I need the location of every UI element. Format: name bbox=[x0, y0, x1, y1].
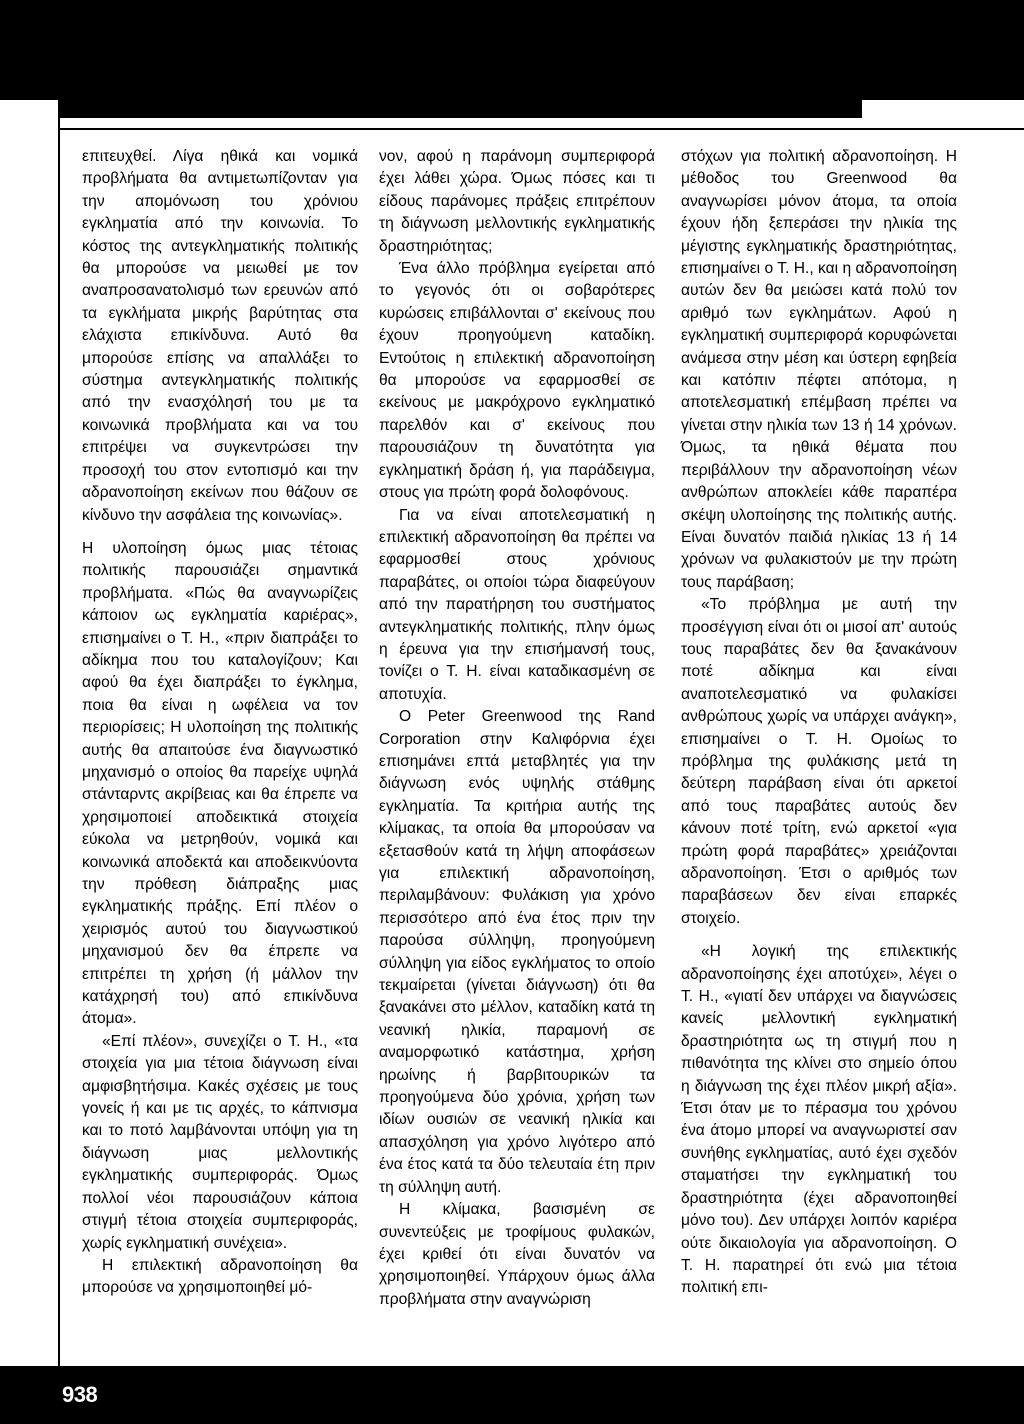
paragraph: Ένα άλλο πρόβλημα εγείρεται από το γεγονός ότι οι σοβαρότερες κυρώσεις επιβάλλονται σ' εκείνους που έχουν προηγούμενη καταδίκη. Εντούτοις η επιλεκτική αδρανοποίηση θα μπορούσε να εφαρμοσθεί σε εκείνους με μακρόχρονο εγκληματικό παρελθόν και σ' εκείνους που παρουσιάζουν τη δυνατότητα για εγκληματική δράση ή, για παράδειγμα, στους για πρώτη φορά δολοφόνους. bbox=[379, 260, 655, 502]
paragraph: Η υλοποίηση όμως μιας τέτοιας πολιτικής παρουσιάζει σημαντικά προβλήματα. «Πώς θα αναγνωρίζεις κάποιον ως εγκληματία καριέρας», επισημαίνει ο Τ. Η., «πριν διαπράξει το αδίκημα που του καταλογίζουν; Και αφού θα έχει διαπράξει το έγκλημα, ποια θα είναι η ωφέλεια να τον περιορίσεις; Η υλοποίηση της πολιτικής αυτής θα απαιτούσε ένα διαγνωστικό μηχανισμό ο οποίος θα παρείχε υψηλά στάνταρντς ακρίβειας και θα έπρεπε να χρησιμοποιεί αποδεικτικά στοιχεία εύκολα να μετρηθούν, νομικά και κοινωνικά αποδεκτά και αποδεικνύοντα την πρόθεση διάπραξης μιας εγκληματικής πράξης. Επί πλέον ο χειρισμός αυτού του διαγνωστικού μηχανισμού δεν θα έπρεπε να επιτρέπει τη χρήση (ή μάλλον την κατάχρησή του) από επικίνδυνα άτομα». bbox=[82, 539, 358, 1028]
text-column-2 bbox=[379, 146, 655, 1311]
text-column-1 bbox=[82, 146, 358, 1300]
paragraph: επιτευχθεί. Λίγα ηθικά και νομικά προβλήματα θα αντιμετωπίζονταν για την απομόνωση του χρόνιου εγκληματία από την κοινωνία. Το κόστος της αντεγκληματικής πολιτικής θα μπορούσε να μειωθεί με τον αναπροσανατολισμό των ερευνών από τα εγκλήματα μικρής βαρύτητας στα ελάχιστα επικίνδυνα. Αυτό θα μπορούσε επίσης να απαλλάξει το σύστημα αντεγκληματικής πολιτικής από την ενασχόλησή του με τα κοινωνικά προβλήματα και να του επιτρέψει να συγκεντρώσει την προσοχή του στον εντοπισμό και την αδρανοποίηση εκείνων που θάζουν σε κίνδυνο την ασφάλεια της κοινωνίας». bbox=[82, 148, 358, 524]
paragraph: στόχων για πολιτική αδρανοποίηση. Η μέθοδος του Greenwood θα αναγνωρίσει μόνον άτομα, τα οποία έχουν ήδη ξεπεράσει την ηλικία της μέγιστης εγκληματικής δραστηριότητας, επισημαίνει ο Τ. Η., και η αδρανοποίηση αυτών δεν θα μειώσει κατά πολύ τον αριθμό των εγκλημάτων. Αφού η εγκληματική συμπεριφορά κορυφώνεται ανάμεσα στην μέση και ύστερη εφηβεία και κατόπιν πέφτει απότομα, η αποτελεσματική επέμβαση πρέπει να γίνεται στην ηλικία των 13 ή 14 χρόνων. Όμως, τα ηθικά θέματα που περιβάλλουν την αδρανοποίηση νέων ανθρώπων αποκλείει κάθε παραπέρα σκέψη υλοποίησης της πολιτικής αυτής. Είναι δυνατόν παιδιά ηλικίας 13 ή 14 χρόνων να φυλακιστούν με την πρώτη τους παράβαση; bbox=[681, 148, 957, 591]
left-margin-rule bbox=[58, 118, 60, 1366]
paragraph: Για να είναι αποτελεσματική η επιλεκτική αδρανοποίηση θα πρέπει να εφαρμοσθεί στους χρόνιους παραβάτες, οι οποίοι τώρα διαφεύγουν από την παρατήρηση του συστήματος αντεγκληματικής πολιτικής, πλην όμως η έρευνα για την επισήμανσή τους, τονίζει ο Τ. Η. είναι καταδικασμένη σε αποτυχία. bbox=[379, 506, 655, 703]
top-black-band bbox=[0, 0, 1024, 100]
header-thin-rule bbox=[58, 128, 1024, 130]
page-number: 938 bbox=[62, 1382, 98, 1407]
paragraph: «Η λογική της επιλεκτικής αδρανοποίησης έχει αποτύχει», λέγει ο Τ. Η., «γιατί δεν υπάρχει να διαγνώσεις κανείς μελλοντική εγκληματική δραστηριότητα ως τη στιγμή που η πιθανότητα της κλίνει στο σημείο όπου η διάγνωση της έχει πλέον μικρή αξία». Έτσι όταν με το πέρασμα του χρόνου ένα άτομο μπορεί να αναγνωριστεί σαν συνήθης εγκληματίας, αυτό έχει σχεδόν σταματήσει την εγκληματική του δραστηριότητα (έχει αδρανοποιηθεί μόνο του). Δεν υπάρχει λοιπόν καριέρα ούτε δικαιολογία για αδρανοποίηση. Ο Τ. Η. παρατηρεί ότι ενώ μια τέτοια πολιτική επι- bbox=[681, 943, 957, 1297]
paragraph: «Επί πλέον», συνεχίζει ο Τ. Η., «τα στοιχεία για μια τέτοια διάγνωση είναι αμφισβητήσιμα. Κακές σχέσεις με τους γονείς ή και με τις αρχές, το κάπνισμα και το ποτό λαμβάνονται υπόψη για τη διάγνωση μιας μελλοντικής εγκληματικής συμπεριφοράς. Όμως πολλοί νέοι παρουσιάζουν κάποια στιγμή τέτοια στοιχεία συμπεριφοράς, χωρίς εγκληματική συνέχεια». bbox=[82, 1032, 358, 1252]
paragraph: Η επιλεκτική αδρανοποίηση θα μπορούσε να χρησιμοποιηθεί μό- bbox=[82, 1256, 358, 1297]
paragraph: «Το πρόβλημα με αυτή την προσέγγιση είναι ότι οι μισοί απ' αυτούς τους παραβάτες δεν θα ξανακάνουν ποτέ αδίκημα και είναι αναποτελεσματικό να φυλακίσει ανθρώπους χωρίς να υπάρχει ανάγκη», επισημαίνει ο Τ. Η. Ομοίως το πρόβλημα της φυλάκισης μετά τη δεύτερη παράβαση είναι ότι αρκετοί από τους παραβάτες αυτούς δεν κάνουν ποτέ τρίτη, ενώ αρκετοί «για πρώτη φορά παραβάτες» χρειάζονται αδρανοποίηση. Έτσι ο αριθμός των παραβάσεων δεν είναι επαρκές στοιχείο. bbox=[681, 596, 957, 927]
paragraph: Η κλίμακα, βασισμένη σε συνεντεύξεις με τροφίμους φυλακών, έχει κριθεί ότι είναι δυνατόν να χρησιμοποιηθεί. Υπάρχουν όμως άλλα προβλήματα στην αναγνώριση bbox=[379, 1201, 655, 1308]
text-column-3 bbox=[681, 146, 957, 1300]
header-rule-bar bbox=[58, 100, 862, 118]
paragraph: Ο Peter Greenwood της Rand Corporation στην Καλιφόρνια έχει επισημάνει επτά μεταβλητές για την διάγνωση ενός υψηλής στάθμης εγκληματία. Τα κριτήρια αυτής της κλίμακας, τα οποία θα μπορούσαν να εξετασθούν κατά τη λήψη αποφάσεων για επιλεκτική αδρανοποίηση, περιλαμβάνουν: Φυλάκιση για χρόνο περισσότερο από ένα έτος πριν την παρούσα σύλληψη, προηγούμενη σύλληψη για είδος εγκλήματος το οποίο τεκμαίρεται (γίνεται διάγνωση) ότι θα ξανακάνει στο μέλλον, καταδίκη κατά τη νεανική ηλικία, παραμονή σε αναμορφωτικό κατάστημα, χρήση ηρωίνης ή βαρβιτουρικών τα προηγούμενα δύο χρόνια, χρήση των ιδίων ουσιών σε νεανική ηλικία και απασχόληση για χρόνο λιγότερο από ένα έτος κατά τα δύο τελευταία έτη πριν τη σύλληψη αυτή. bbox=[379, 708, 655, 1196]
paragraph: νον, αφού η παράνομη συμπεριφορά έχει λάθει χώρα. Όμως πόσες και τι είδους παράνομες πράξεις επιτρέπουν τη διάγνωση μελλοντικής εγκληματικής δραστηριότητας; bbox=[379, 148, 655, 255]
footer-black-band bbox=[0, 1366, 1024, 1424]
